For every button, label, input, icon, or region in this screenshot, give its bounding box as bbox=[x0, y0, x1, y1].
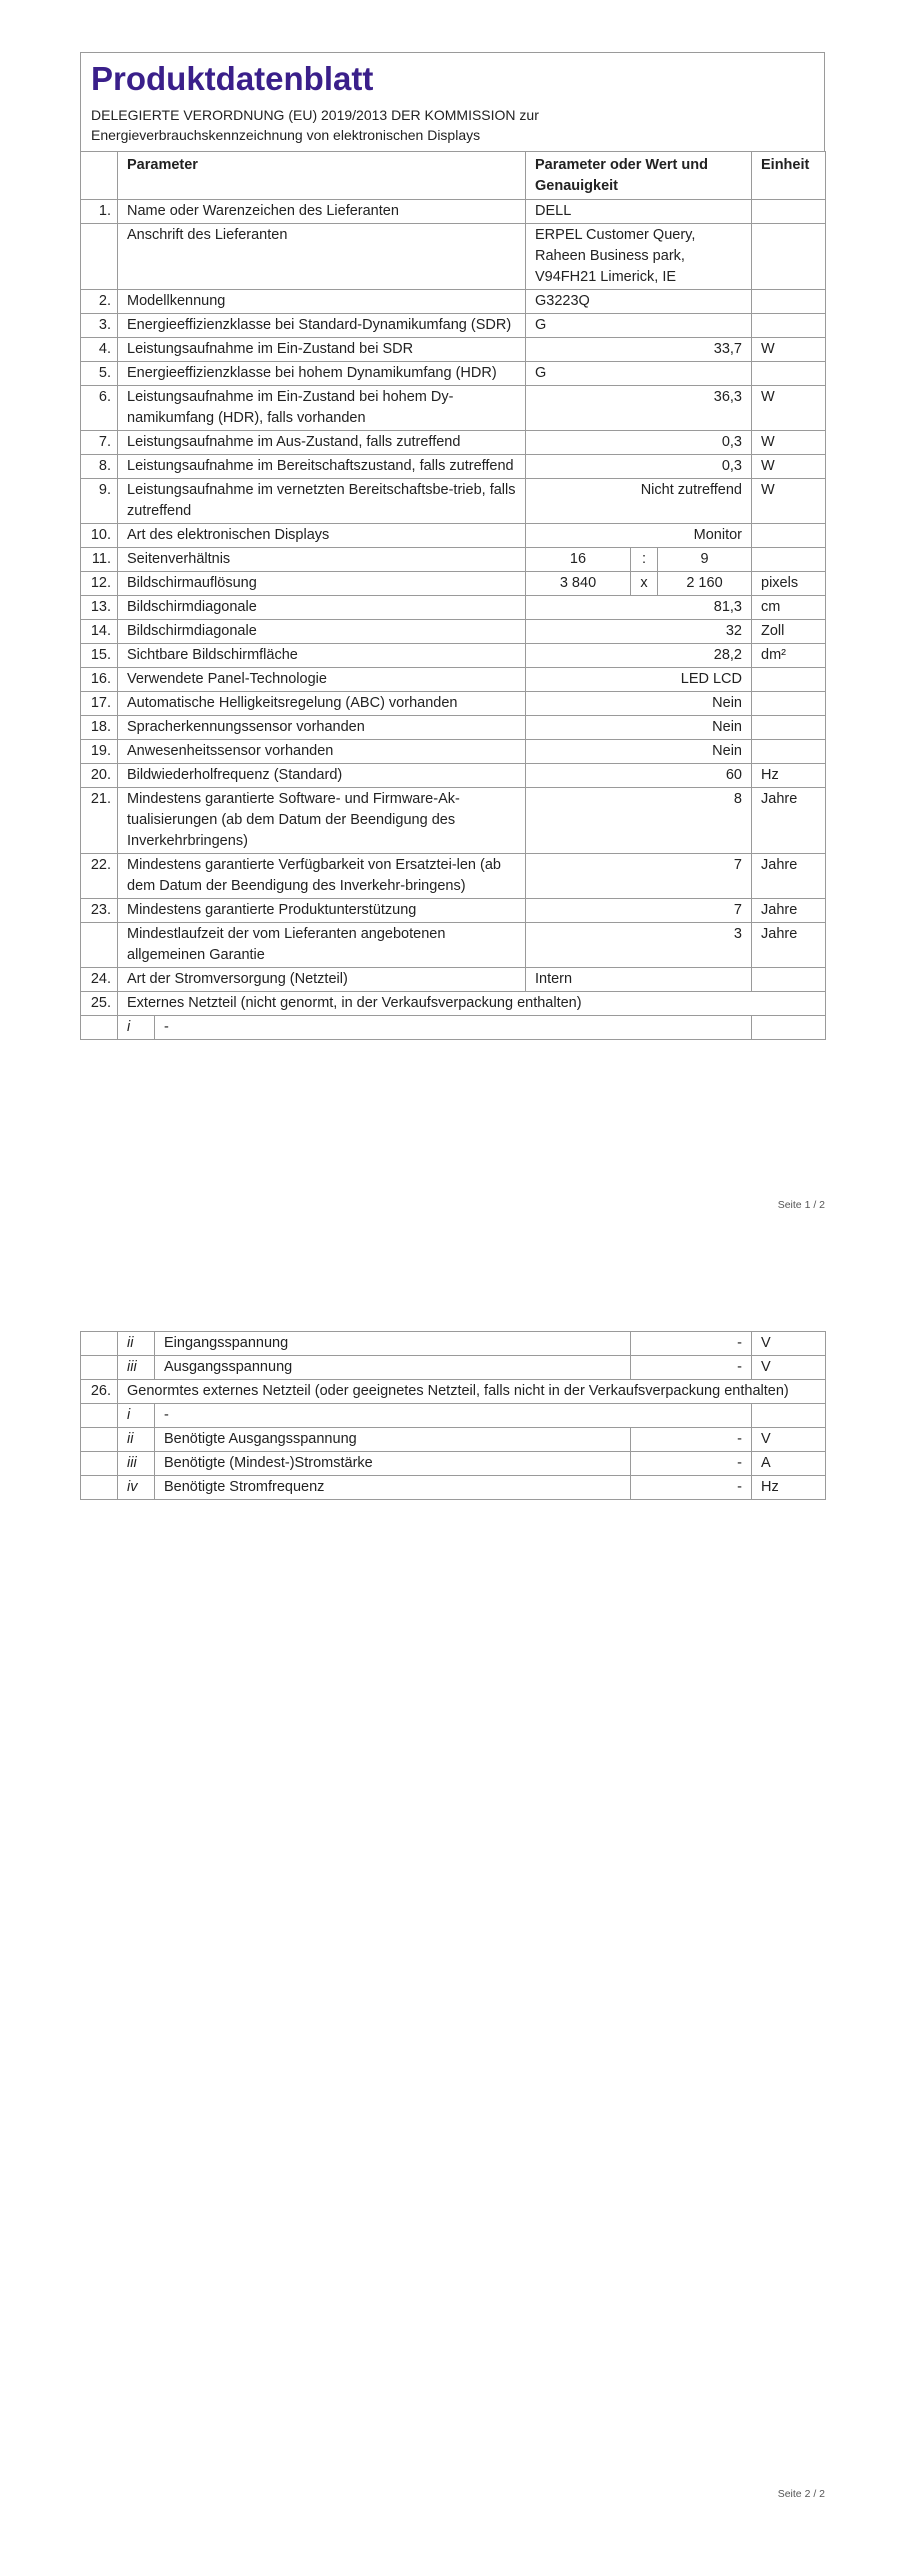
row-unit bbox=[752, 968, 826, 992]
row-parameter: Eingangsspannung bbox=[155, 1332, 631, 1356]
row-number: 2. bbox=[81, 290, 118, 314]
table-row bbox=[81, 644, 826, 668]
row-value: 81,3 bbox=[526, 596, 752, 620]
sub-item-numeral: ii bbox=[118, 1332, 155, 1356]
row-unit: pixels bbox=[752, 572, 826, 596]
row-value: G bbox=[526, 314, 752, 338]
row-unit: Jahre bbox=[752, 854, 826, 899]
row-parameter: Genormtes externes Netzteil (oder geeignetes Netzteil, falls nicht in der Verkaufsverpackung enthalten) bbox=[118, 1380, 826, 1404]
row-number: 15. bbox=[81, 644, 118, 668]
table-row bbox=[81, 548, 826, 572]
table-row bbox=[81, 968, 826, 992]
row-number: 18. bbox=[81, 716, 118, 740]
row-value: G3223Q bbox=[526, 290, 752, 314]
row-unit bbox=[752, 548, 826, 572]
row-number bbox=[81, 1476, 118, 1500]
row-number bbox=[81, 224, 118, 290]
row-number: 9. bbox=[81, 479, 118, 524]
aspect-width-value: 16 bbox=[526, 548, 631, 572]
row-parameter: Sichtbare Bildschirmfläche bbox=[118, 644, 526, 668]
row-value: G bbox=[526, 362, 752, 386]
row-number: 20. bbox=[81, 764, 118, 788]
row-unit: Zoll bbox=[752, 620, 826, 644]
table-row bbox=[81, 1380, 826, 1404]
row-number: 13. bbox=[81, 596, 118, 620]
page-1 bbox=[80, 52, 825, 1211]
table-row bbox=[81, 716, 826, 740]
table-row bbox=[81, 620, 826, 644]
row-unit bbox=[752, 1404, 826, 1428]
table-row bbox=[81, 668, 826, 692]
row-unit: V bbox=[752, 1428, 826, 1452]
row-number: 14. bbox=[81, 620, 118, 644]
row-unit: W bbox=[752, 479, 826, 524]
row-unit: cm bbox=[752, 596, 826, 620]
row-parameter: Verwendete Panel-Technologie bbox=[118, 668, 526, 692]
sub-item-numeral: i bbox=[118, 1404, 155, 1428]
row-unit: Jahre bbox=[752, 788, 826, 854]
table-row bbox=[81, 1404, 826, 1428]
row-parameter: Benötigte Ausgangsspannung bbox=[155, 1428, 631, 1452]
row-number: 17. bbox=[81, 692, 118, 716]
table-row bbox=[81, 764, 826, 788]
row-number: 3. bbox=[81, 314, 118, 338]
row-value: 0,3 bbox=[526, 431, 752, 455]
row-number bbox=[81, 1332, 118, 1356]
page-2 bbox=[80, 1331, 825, 1500]
table-row bbox=[81, 596, 826, 620]
row-unit: W bbox=[752, 455, 826, 479]
row-value: Nein bbox=[526, 692, 752, 716]
row-value: Nein bbox=[526, 740, 752, 764]
row-value: 60 bbox=[526, 764, 752, 788]
table-row bbox=[81, 740, 826, 764]
table-row bbox=[81, 1452, 826, 1476]
row-number: 24. bbox=[81, 968, 118, 992]
row-value: - bbox=[631, 1356, 752, 1380]
row-number: 10. bbox=[81, 524, 118, 548]
table-row bbox=[81, 1476, 826, 1500]
row-value: - bbox=[631, 1428, 752, 1452]
row-value: 33,7 bbox=[526, 338, 752, 362]
row-unit: W bbox=[752, 431, 826, 455]
row-parameter: Ausgangsspannung bbox=[155, 1356, 631, 1380]
row-parameter: Leistungsaufnahme im Ein-Zustand bei hohem Dy-namikumfang (HDR), falls vorhanden bbox=[118, 386, 526, 431]
title-box bbox=[80, 52, 825, 151]
row-value: Monitor bbox=[526, 524, 752, 548]
row-unit: Jahre bbox=[752, 923, 826, 968]
row-parameter: Energieeffizienzklasse bei hohem Dynamikumfang (HDR) bbox=[118, 362, 526, 386]
row-number: 26. bbox=[81, 1380, 118, 1404]
product-data-table bbox=[80, 151, 826, 1040]
row-value: 36,3 bbox=[526, 386, 752, 431]
row-parameter: Seitenverhältnis bbox=[118, 548, 526, 572]
sub-item-numeral: iii bbox=[118, 1452, 155, 1476]
row-value: Nein bbox=[526, 716, 752, 740]
row-value: 7 bbox=[526, 899, 752, 923]
row-unit bbox=[752, 1016, 826, 1040]
row-parameter: Art des elektronischen Displays bbox=[118, 524, 526, 548]
row-unit bbox=[752, 200, 826, 224]
row-value: - bbox=[631, 1332, 752, 1356]
row-number: 7. bbox=[81, 431, 118, 455]
row-value: 3 bbox=[526, 923, 752, 968]
header-num-cell bbox=[81, 152, 118, 200]
page-number: Seite 1 / 2 bbox=[777, 1199, 825, 1211]
row-unit: W bbox=[752, 386, 826, 431]
table-row bbox=[81, 455, 826, 479]
table-row bbox=[81, 1428, 826, 1452]
aspect-height-value: 9 bbox=[658, 548, 752, 572]
row-parameter: Leistungsaufnahme im Aus-Zustand, falls zutreffend bbox=[118, 431, 526, 455]
table-row bbox=[81, 854, 826, 899]
sub-item-numeral: i bbox=[118, 1016, 155, 1040]
row-number: 19. bbox=[81, 740, 118, 764]
table-row bbox=[81, 224, 826, 290]
row-parameter: Mindestlaufzeit der vom Lieferanten angebotenen allgemeinen Garantie bbox=[118, 923, 526, 968]
row-unit: Hz bbox=[752, 764, 826, 788]
sub-item-numeral: iii bbox=[118, 1356, 155, 1380]
row-unit bbox=[752, 716, 826, 740]
table-row bbox=[81, 692, 826, 716]
table-row bbox=[81, 362, 826, 386]
row-number: 21. bbox=[81, 788, 118, 854]
row-value: 32 bbox=[526, 620, 752, 644]
table-row bbox=[81, 992, 826, 1016]
header-value: Parameter oder Wert und Genauigkeit bbox=[526, 152, 752, 200]
row-number: 11. bbox=[81, 548, 118, 572]
row-number bbox=[81, 1356, 118, 1380]
row-parameter: Mindestens garantierte Produktunterstützung bbox=[118, 899, 526, 923]
table-row bbox=[81, 386, 826, 431]
row-number: 16. bbox=[81, 668, 118, 692]
row-parameter: Spracherkennungssensor vorhanden bbox=[118, 716, 526, 740]
row-number bbox=[81, 1452, 118, 1476]
row-parameter: Bildwiederholfrequenz (Standard) bbox=[118, 764, 526, 788]
row-value: Intern bbox=[526, 968, 752, 992]
row-parameter: Bildschirmdiagonale bbox=[118, 596, 526, 620]
row-value: - bbox=[631, 1452, 752, 1476]
row-number bbox=[81, 1404, 118, 1428]
row-parameter: Leistungsaufnahme im vernetzten Bereitschaftsbe-trieb, falls zutreffend bbox=[118, 479, 526, 524]
table-row bbox=[81, 314, 826, 338]
table-row bbox=[81, 524, 826, 548]
row-value: 0,3 bbox=[526, 455, 752, 479]
row-value: 7 bbox=[526, 854, 752, 899]
row-parameter: Externes Netzteil (nicht genormt, in der Verkaufsverpackung enthalten) bbox=[118, 992, 826, 1016]
page-number: Seite 2 / 2 bbox=[777, 2488, 825, 2500]
resolution-width-value: 3 840 bbox=[526, 572, 631, 596]
table-row bbox=[81, 1332, 826, 1356]
row-number: 12. bbox=[81, 572, 118, 596]
row-number bbox=[81, 1428, 118, 1452]
row-value: - bbox=[631, 1476, 752, 1500]
row-parameter: Art der Stromversorgung (Netzteil) bbox=[118, 968, 526, 992]
regulation-subtitle: DELEGIERTE VERORDNUNG (EU) 2019/2013 DER KOMMISSION zur Energieverbrauchskennzeichnung von elektronischen Displays bbox=[91, 107, 539, 143]
table-row bbox=[81, 479, 826, 524]
row-parameter: Name oder Warenzeichen des Lieferanten bbox=[118, 200, 526, 224]
sub-item-numeral: ii bbox=[118, 1428, 155, 1452]
header-unit: Einheit bbox=[752, 152, 826, 200]
row-number: 8. bbox=[81, 455, 118, 479]
table-row bbox=[81, 338, 826, 362]
row-value: DELL bbox=[526, 200, 752, 224]
aspect-separator: : bbox=[631, 548, 658, 572]
row-unit bbox=[752, 314, 826, 338]
row-unit bbox=[752, 524, 826, 548]
row-parameter: Automatische Helligkeitsregelung (ABC) vorhanden bbox=[118, 692, 526, 716]
row-unit: Jahre bbox=[752, 899, 826, 923]
row-value: 28,2 bbox=[526, 644, 752, 668]
product-data-table-continued bbox=[80, 1331, 826, 1500]
row-unit bbox=[752, 692, 826, 716]
row-parameter: Bildschirmdiagonale bbox=[118, 620, 526, 644]
row-parameter: Benötigte Stromfrequenz bbox=[155, 1476, 631, 1500]
row-parameter: Leistungsaufnahme im Ein-Zustand bei SDR bbox=[118, 338, 526, 362]
row-number: 6. bbox=[81, 386, 118, 431]
row-number: 25. bbox=[81, 992, 118, 1016]
table-row bbox=[81, 1016, 826, 1040]
sub-item-numeral: iv bbox=[118, 1476, 155, 1500]
row-unit bbox=[752, 362, 826, 386]
row-number bbox=[81, 1016, 118, 1040]
row-parameter: Anwesenheitssensor vorhanden bbox=[118, 740, 526, 764]
row-number: 1. bbox=[81, 200, 118, 224]
table-row bbox=[81, 923, 826, 968]
table-row bbox=[81, 290, 826, 314]
row-parameter: Modellkennung bbox=[118, 290, 526, 314]
table-row bbox=[81, 431, 826, 455]
row-parameter: Mindestens garantierte Software- und Firmware-Ak-tualisierungen (ab dem Datum der Beendigung des Inverkehrbringens) bbox=[118, 788, 526, 854]
row-number bbox=[81, 923, 118, 968]
table-row bbox=[81, 899, 826, 923]
row-parameter: - bbox=[155, 1016, 752, 1040]
table-header-row bbox=[81, 152, 826, 200]
row-unit: V bbox=[752, 1356, 826, 1380]
row-unit bbox=[752, 668, 826, 692]
row-unit bbox=[752, 290, 826, 314]
row-number: 22. bbox=[81, 854, 118, 899]
row-parameter: Mindestens garantierte Verfügbarkeit von Ersatztei-len (ab dem Datum der Beendigung des Inverkehr-bringens) bbox=[118, 854, 526, 899]
row-parameter: Energieeffizienzklasse bei Standard-Dynamikumfang (SDR) bbox=[118, 314, 526, 338]
row-parameter: Bildschirmauflösung bbox=[118, 572, 526, 596]
row-value: ERPEL Customer Query, Raheen Business park, V94FH21 Limerick, IE bbox=[526, 224, 752, 290]
row-parameter: Anschrift des Lieferanten bbox=[118, 224, 526, 290]
row-unit: Hz bbox=[752, 1476, 826, 1500]
row-value: Nicht zutreffend bbox=[526, 479, 752, 524]
table-row bbox=[81, 200, 826, 224]
table-row bbox=[81, 572, 826, 596]
row-value: 8 bbox=[526, 788, 752, 854]
row-number: 23. bbox=[81, 899, 118, 923]
table-row bbox=[81, 788, 826, 854]
table-row bbox=[81, 1356, 826, 1380]
row-unit: W bbox=[752, 338, 826, 362]
row-parameter: Leistungsaufnahme im Bereitschaftszustand, falls zutreffend bbox=[118, 455, 526, 479]
row-unit: V bbox=[752, 1332, 826, 1356]
row-unit: dm² bbox=[752, 644, 826, 668]
row-parameter: Benötigte (Mindest-)Stromstärke bbox=[155, 1452, 631, 1476]
row-unit bbox=[752, 740, 826, 764]
page-title: Produktdatenblatt bbox=[91, 60, 374, 97]
resolution-height-value: 2 160 bbox=[658, 572, 752, 596]
row-number: 5. bbox=[81, 362, 118, 386]
row-parameter: - bbox=[155, 1404, 752, 1428]
resolution-separator: x bbox=[631, 572, 658, 596]
row-unit bbox=[752, 224, 826, 290]
header-parameter: Parameter bbox=[118, 152, 526, 200]
row-unit: A bbox=[752, 1452, 826, 1476]
row-number: 4. bbox=[81, 338, 118, 362]
row-value: LED LCD bbox=[526, 668, 752, 692]
